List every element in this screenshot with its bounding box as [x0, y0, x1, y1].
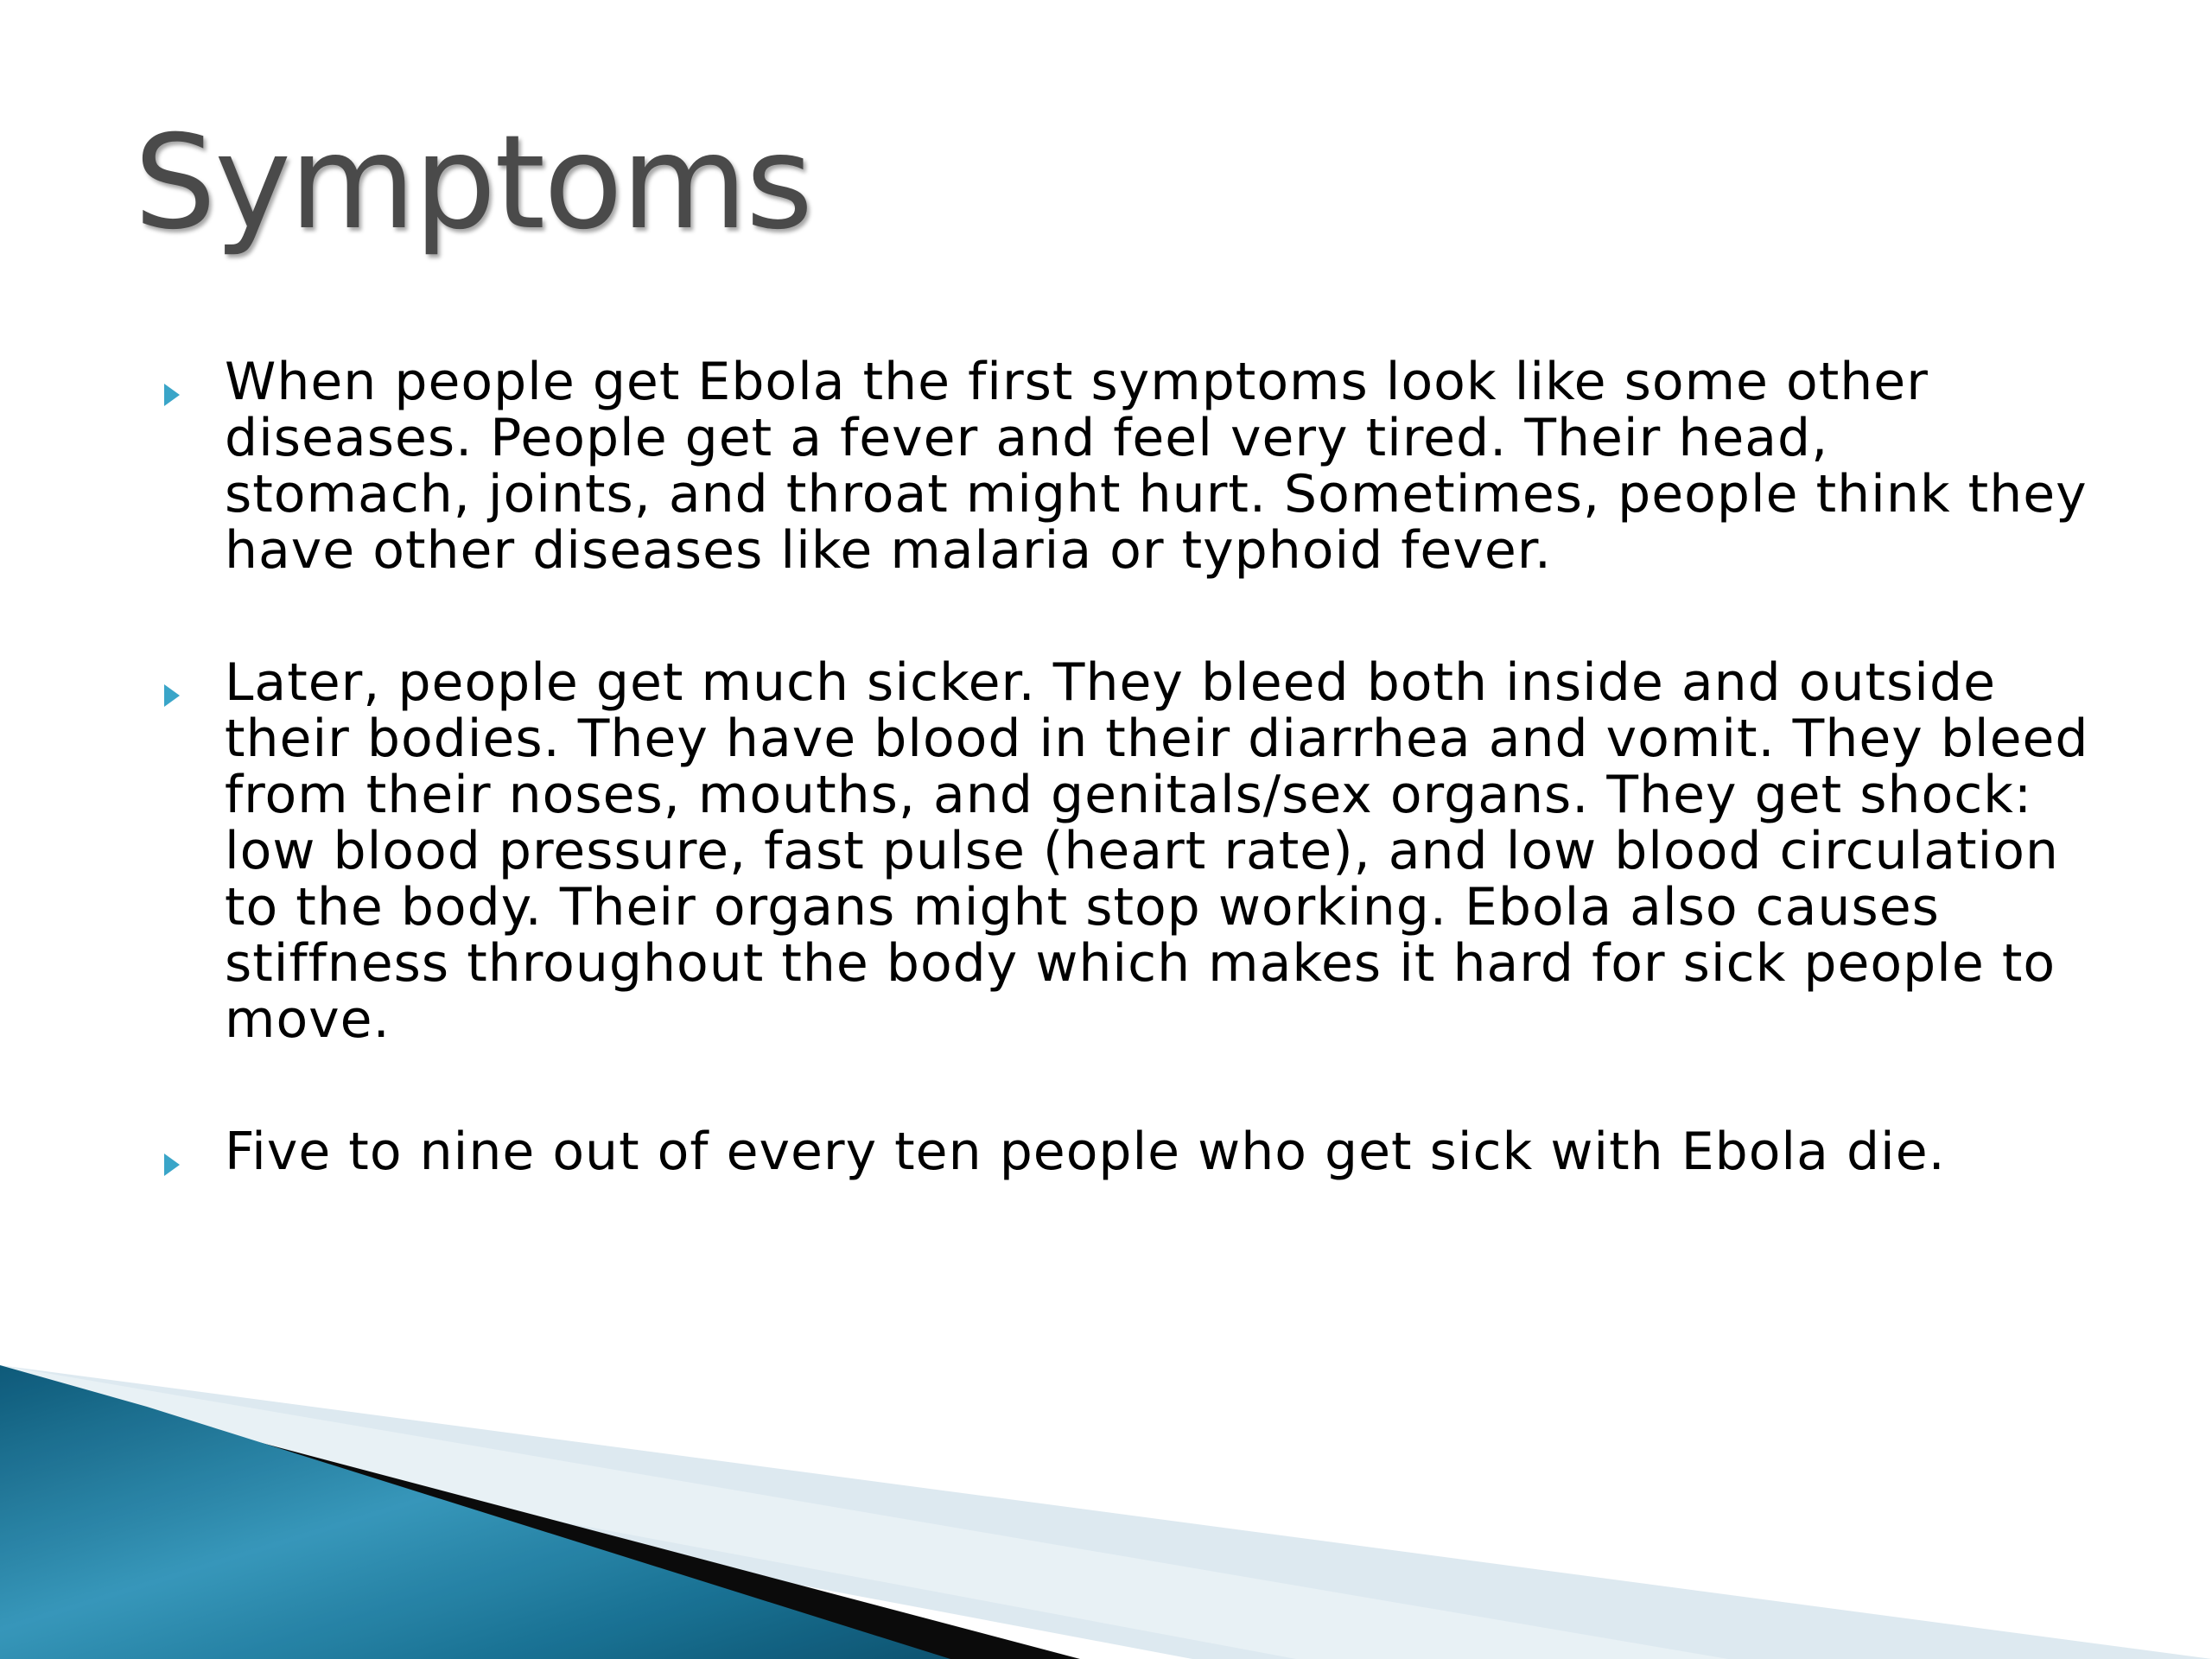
triangle-bullet-icon — [156, 354, 225, 406]
bullet-text: When people get Ebola the first symptoms look like some other diseases. People get a fever and feel very tired. Their head, stomach, joints, and throat might hurt. Sometimes, people think they have other diseases like malaria or typhoid fever. — [225, 352, 2088, 581]
bullet-text: Later, people get much sicker. They bleed both inside and outside their bodies. They have blood in their diarrhea and vomit. They bleed from their noses, mouths, and genitals/sex organs. They get shock: low blood pressure, fast pulse (heart rate), and low blood circulation to the body. Their organs might stop working. Ebola also causes stiffness throughout the body which makes it hard for sick people to move. — [225, 652, 2089, 1050]
bullet-list — [156, 354, 2091, 1256]
triangle-bullet-icon — [156, 655, 225, 707]
triangle-bullet-icon — [156, 1124, 225, 1176]
slide-title: Symptoms — [134, 108, 812, 258]
list-item — [156, 652, 2091, 1050]
decorative-wave — [0, 1365, 2212, 1659]
list-item — [156, 1124, 2091, 1180]
list-item — [156, 354, 2091, 579]
bullet-text: Five to nine out of every ten people who get sick with Ebola die. — [225, 1122, 1946, 1182]
